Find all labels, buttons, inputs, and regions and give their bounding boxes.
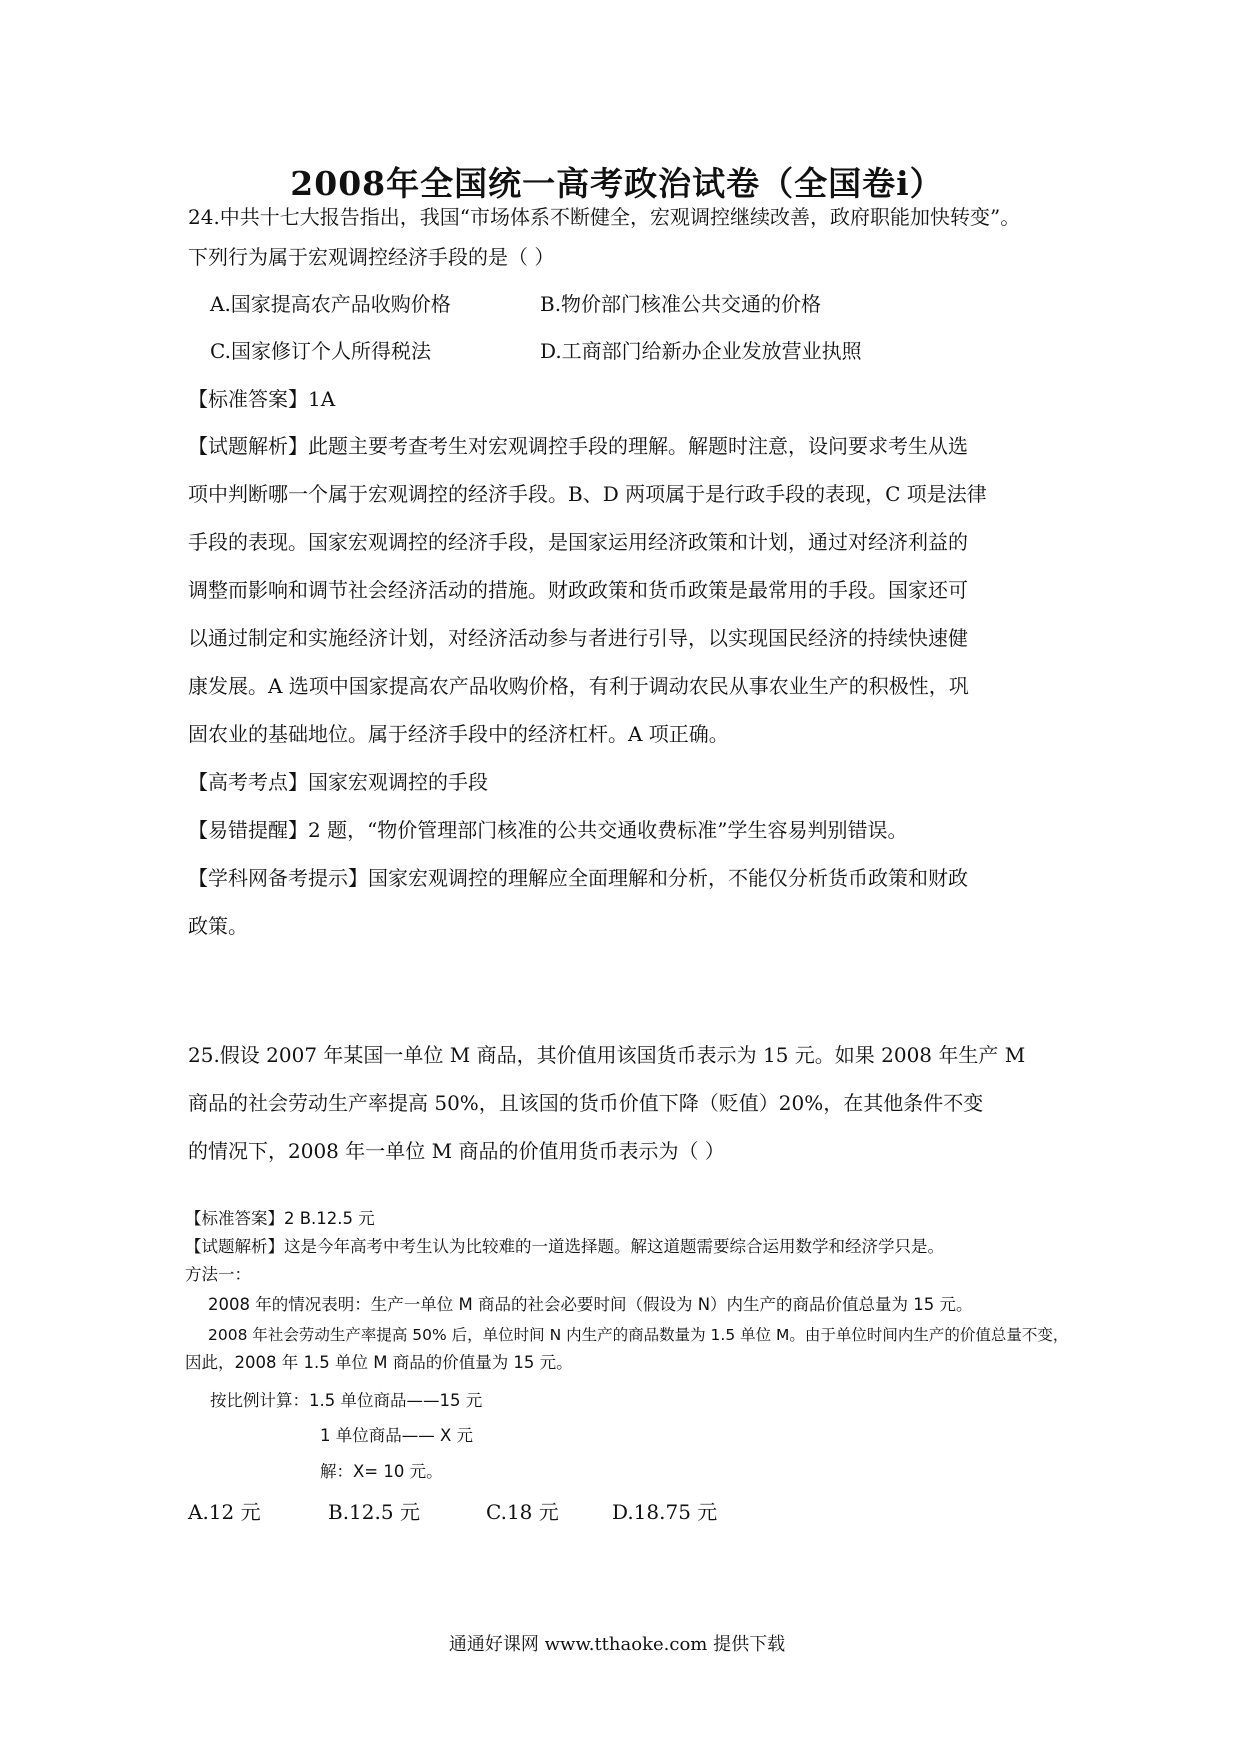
q25-method-line-3: 因此，2008 年 1.5 单位 M 商品的价值量为 15 元。 [185,1353,573,1372]
q24-analysis-line-2: 项中判断哪一个属于宏观调控的经济手段。B、D 两项属于是行政手段的表现，C 项是法律 [188,482,987,506]
q25-option-a: A.12 元 [188,1500,261,1524]
q24-analysis-line-3: 手段的表现。国家宏观调控的经济手段，是国家运用经济政策和计划，通过对经济利益的 [188,530,968,554]
q25-calc-line-3: 解：X= 10 元。 [320,1462,443,1481]
q25-option-b: B.12.5 元 [328,1500,420,1524]
q25-option-c: C.18 元 [486,1500,559,1524]
q25-stem-line-1: 25.假设 2007 年某国一单位 M 商品，其价值用该国货币表示为 15 元。如果 2008 年生产 M [188,1043,1026,1067]
page-title: 2008年全国统一高考政治试卷（全国卷i） [290,164,944,203]
q24-analysis-line-4: 调整而影响和调节社会经济活动的措施。财政政策和货币政策是最常用的手段。国家还可 [188,578,968,602]
q24-exam-point: 【高考考点】国家宏观调控的手段 [188,770,488,794]
page-footer: 通通好课网 www.tthaoke.com 提供下载 [448,1634,786,1655]
q24-stem-line-1: 24.中共十七大报告指出，我国“市场体系不断健全，宏观调控继续改善，政府职能加快转变”。 [188,205,1021,229]
q25-method-label: 方法一： [185,1265,251,1284]
q25-method-line-2: 2008 年社会劳动生产率提高 50% 后，单位时间 N 内生产的商品数量为 1.5 单位 M。由于单位时间内生产的价值总量不变， [208,1326,1069,1344]
q24-error-warning: 【易错提醒】2 题，“物价管理部门核准的公共交通收费标准”学生容易判别错误。 [188,818,908,842]
q24-analysis-line-1: 【试题解析】此题主要考查考生对宏观调控手段的理解。解题时注意，设问要求考生从选 [188,434,968,458]
q24-option-d: D.工商部门给新办企业发放营业执照 [540,339,862,363]
q24-stem-line-2: 下列行为属于宏观调控经济手段的是（ ） [188,245,555,269]
q24-option-b: B.物价部门核准公共交通的价格 [540,292,822,316]
q24-option-a: A.国家提高农产品收购价格 [210,292,451,316]
q25-calc-line-1: 按比例计算：1.5 单位商品——15 元 [210,1391,483,1410]
q24-analysis-line-7: 固农业的基础地位。属于经济手段中的经济杠杆。A 项正确。 [188,722,729,746]
q25-option-d: D.18.75 元 [612,1500,718,1524]
q25-calc-line-2: 1 单位商品—— X 元 [320,1426,474,1445]
q25-analysis: 【试题解析】这是今年高考中考生认为比较难的一道选择题。解这道题需要综合运用数学和经济学只是。 [185,1237,944,1256]
q24-study-tip-line-1: 【学科网备考提示】国家宏观调控的理解应全面理解和分析，不能仅分析货币政策和财政 [188,866,968,890]
q24-analysis-line-5: 以通过制定和实施经济计划，对经济活动参与者进行引导，以实现国民经济的持续快速健 [188,626,968,650]
q25-stem-line-2: 商品的社会劳动生产率提高 50%，且该国的货币价值下降（贬值）20%，在其他条件不变 [188,1091,984,1115]
q24-option-c: C.国家修订个人所得税法 [210,339,431,363]
q24-study-tip-line-2: 政策。 [188,914,248,938]
q24-analysis-line-6: 康发展。A 选项中国家提高农产品收购价格，有利于调动农民从事农业生产的积极性，巩 [188,674,969,698]
q25-stem-line-3: 的情况下，2008 年一单位 M 商品的价值用货币表示为（ ） [188,1139,725,1163]
q24-answer: 【标准答案】1A [188,387,336,411]
q25-method-line-1: 2008 年的情况表明：生产一单位 M 商品的社会必要时间（假设为 N）内生产的商品价值总量为 15 元。 [208,1295,973,1314]
q25-answer: 【标准答案】2 B.12.5 元 [185,1209,375,1228]
